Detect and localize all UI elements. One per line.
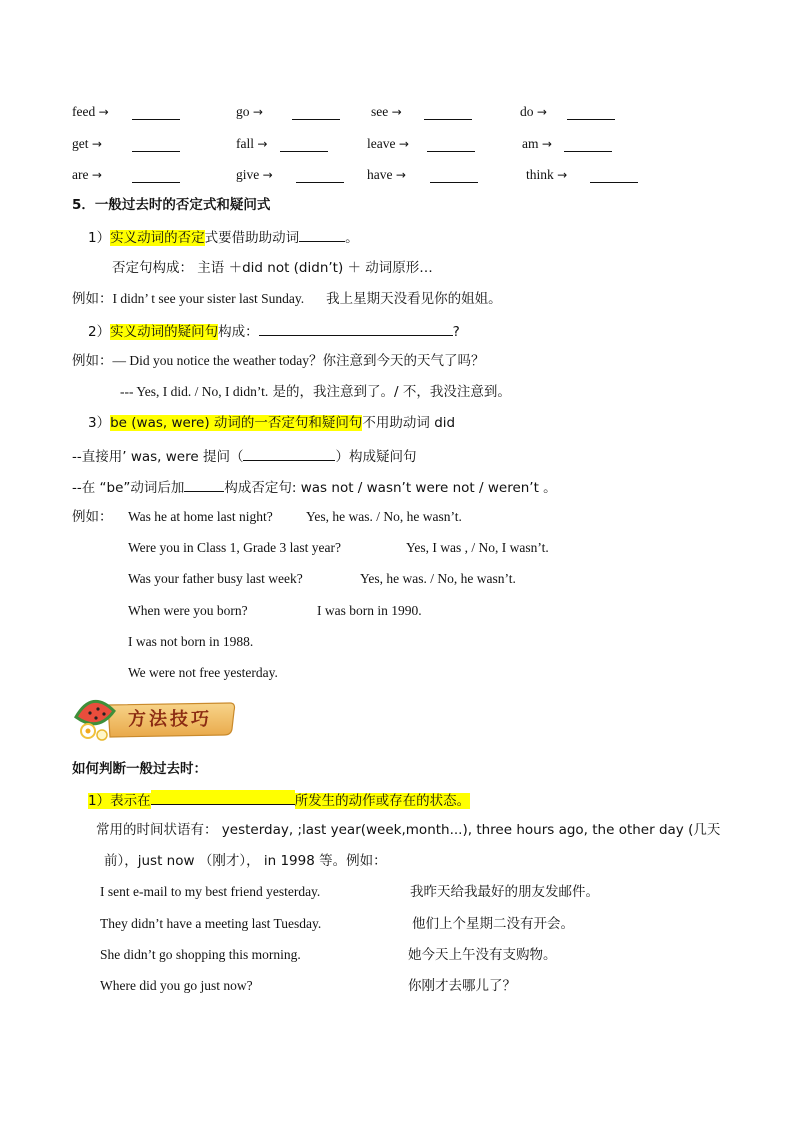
verb-word: do [520,104,534,119]
example-label: 例如： [72,291,113,307]
verb-word: am [522,136,539,151]
example-english: We were not free yesterday. [128,665,278,680]
arrow-icon: → [398,137,409,151]
answer-blank[interactable] [299,227,345,242]
negation-structure: 否定句构成： 主语 ＋did not (didn’t) ＋ 动词原形… [112,260,433,276]
method-tips-badge [70,693,240,743]
verb-word: think [526,167,554,182]
example-label: 例如： [72,353,113,369]
arrow-icon: → [91,168,102,182]
verb-word: get [72,136,89,151]
example-chinese: 我昨天给我最好的朋友发邮件。 [410,884,599,900]
badge-text: 方法技巧 [128,709,212,730]
example-english: She didn’t go shopping this morning. [100,947,301,962]
example-english: --- Yes, I did. / No, I didn’t. [120,384,269,399]
rule-text: 构成否定句: was not / wasn’t were not / weren’t 。 [224,480,557,496]
example-line [120,383,511,401]
answer-blank[interactable] [184,477,224,492]
rule-text: ? [452,324,460,340]
example-chinese: 是的，我注意到了。/ 不，我没注意到。 [268,384,511,400]
verb-item [236,166,273,184]
arrow-icon: → [557,168,568,182]
rule-item-3 [88,414,455,432]
verb-item [371,103,402,121]
example-chinese: 我上星期天没看见你的姐姐。 [326,291,502,307]
example-english: When were you born? [128,603,248,618]
answer-blank[interactable] [424,105,472,120]
arrow-icon: → [395,168,406,182]
verb-word: leave [367,136,396,151]
example-answer: Yes, he was. / No, he wasn’t. [306,509,462,524]
verb-item [236,135,267,153]
item-number: 1） [88,793,111,809]
highlight-text: 所发生的动作或存在的状态。 [294,793,471,809]
verb-word: have [367,167,393,182]
rule-line [72,446,416,466]
rule-item-1 [88,227,359,247]
rule-text: 式要借助助动词 [204,230,300,246]
arrow-icon: → [536,105,547,119]
rule-text: --在 “be”动词后加 [72,480,185,496]
example-chinese: 她今天上午没有支购物。 [408,947,557,963]
verb-word: fall [236,136,254,151]
verb-item [72,166,102,184]
example-chinese: 你刚才去哪儿了？ [408,978,516,994]
rule-text: 不用助动词 did [362,415,456,431]
example-chinese: ？你注意到今天的天气了吗？ [308,353,485,369]
time-adverbials-line: 前），just now （刚才）， in 1998 等。例如： [104,853,387,869]
answer-blank[interactable] [259,321,453,336]
arrow-icon: → [257,137,268,151]
example-english: Was your father busy last week? [128,571,303,586]
highlight-text: be (was, were) 动词的一否定句和疑问句 [110,415,363,431]
section-title: 5．一般过去时的否定式和疑问式 [72,197,271,213]
verb-item [526,166,567,184]
arrow-icon: → [252,105,263,119]
arrow-icon: → [391,105,402,119]
method-title: 如何判断一般过去时： [72,761,207,777]
answer-blank[interactable] [243,446,335,461]
example-english: I sent e-mail to my best friend yesterday. [100,884,321,899]
answer-blank[interactable] [430,168,478,183]
item-number: 1） [88,230,111,246]
answer-blank[interactable] [132,168,180,183]
example-english: Was he at home last night? [128,509,273,524]
rule-line [72,477,557,497]
highlight-text: 实义动词的否定 [110,230,205,246]
example-english: They didn’t have a meeting last Tuesday. [100,916,322,931]
verb-item [72,135,102,153]
rule-text: 。 [345,230,359,246]
time-adverbials-line: 常用的时间状语有： yesterday, ;last year(week,month...), three hours ago, the other day (几天 [96,822,721,838]
rule-text: --直接用’ was, were 提问（ [72,449,244,465]
answer-blank[interactable] [292,105,340,120]
arrow-icon: → [541,137,552,151]
answer-blank[interactable] [280,137,328,152]
verb-item [72,103,109,121]
answer-blank[interactable] [132,105,180,120]
item-number: 2） [88,324,111,340]
highlight-text: 表示在 [110,793,151,809]
example-english: I was not born in 1988. [128,634,254,649]
example-chinese: 他们上个星期二没有开会。 [412,916,574,932]
example-english: I didn’ t see your sister last Sunday. [112,291,305,306]
highlight-text: 实义动词的疑问句 [110,324,219,340]
answer-blank[interactable] [296,168,344,183]
arrow-icon: → [91,137,102,151]
answer-blank[interactable] [567,105,615,120]
answer-blank[interactable] [564,137,612,152]
rule-text: 构成： [218,324,259,340]
method-item-1 [88,790,470,810]
example-english: — Did you notice the weather today [112,353,309,368]
example-english: Were you in Class 1, Grade 3 last year? [128,540,341,555]
item-number: 3） [88,415,111,431]
answer-blank[interactable] [132,137,180,152]
verb-word: go [236,104,250,119]
verb-item [236,103,263,121]
answer-blank[interactable] [427,137,475,152]
example-answer: I was born in 1990. [317,603,422,618]
example-label: 例如： [72,509,113,525]
example-english: Where did you go just now? [100,978,253,993]
verb-item [520,103,547,121]
example-line [72,352,484,370]
arrow-icon: → [98,105,109,119]
verb-word: feed [72,104,96,119]
answer-blank[interactable] [590,168,638,183]
verb-word: see [371,104,389,119]
verb-item [522,135,552,153]
answer-blank[interactable] [151,790,295,805]
arrow-icon: → [262,168,273,182]
verb-item [367,166,406,184]
verb-word: are [72,167,89,182]
rule-text: ）构成疑问句 [335,449,417,465]
example-answer: Yes, he was. / No, he wasn’t. [360,571,516,586]
example-answer: Yes, I was , / No, I wasn’t. [406,540,549,555]
verb-word: give [236,167,260,182]
rule-item-2 [88,321,460,341]
example-line [72,290,502,308]
verb-item [367,135,409,153]
